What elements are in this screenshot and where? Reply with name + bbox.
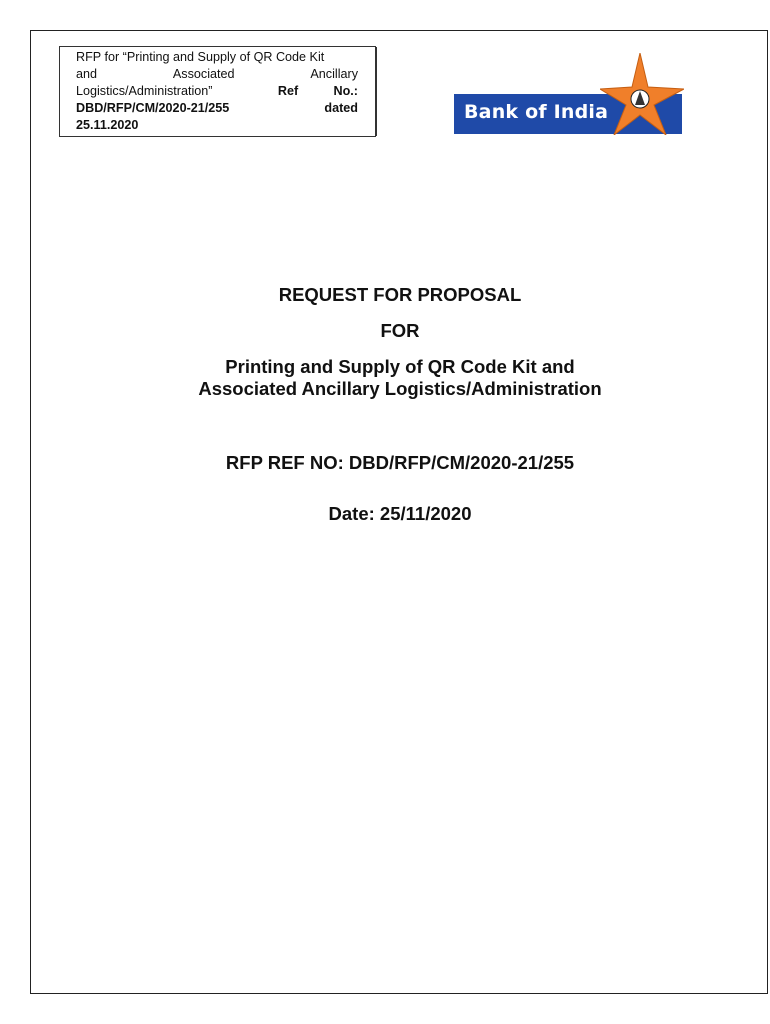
- for-line: FOR: [380, 320, 420, 341]
- header-line-3-right: No.:: [333, 84, 358, 98]
- header-line-3-left: Logistics/Administration”: [76, 84, 213, 98]
- header-line-1-text: RFP for “Printing and Supply of QR Code Kit: [76, 50, 325, 64]
- header-reference-box: [59, 46, 376, 137]
- header-line-2-right: Ancillary: [310, 67, 358, 81]
- rfp-reference-number: RFP REF NO: DBD/RFP/CM/2020-21/255: [225, 452, 575, 473]
- header-line-4-left: DBD/RFP/CM/2020-21/255: [76, 101, 230, 115]
- header-line-2-mid: Associated: [172, 67, 235, 81]
- bank-of-india-logo: [454, 53, 684, 135]
- header-line-2-left: and: [76, 67, 98, 81]
- rfp-heading: REQUEST FOR PROPOSAL: [278, 284, 522, 305]
- header-line-1: [76, 49, 358, 66]
- header-line-2: [76, 66, 358, 83]
- header-line-5-text: 25.11.2020: [76, 118, 139, 132]
- header-line-5: [76, 117, 358, 134]
- header-reference-cell: [60, 47, 377, 136]
- rfp-title-line-2: Associated Ancillary Logistics/Administration: [198, 378, 602, 399]
- logo-text: Bank of India: [464, 101, 609, 123]
- header-line-4-right: dated: [324, 101, 358, 115]
- rfp-date: Date: 25/11/2020: [328, 503, 472, 524]
- header-line-4: [76, 100, 358, 117]
- star-icon: [600, 53, 684, 135]
- rfp-title-line-1: Printing and Supply of QR Code Kit and: [225, 356, 575, 377]
- header-line-3-mid: Ref: [277, 84, 299, 98]
- header-line-3: [76, 83, 358, 100]
